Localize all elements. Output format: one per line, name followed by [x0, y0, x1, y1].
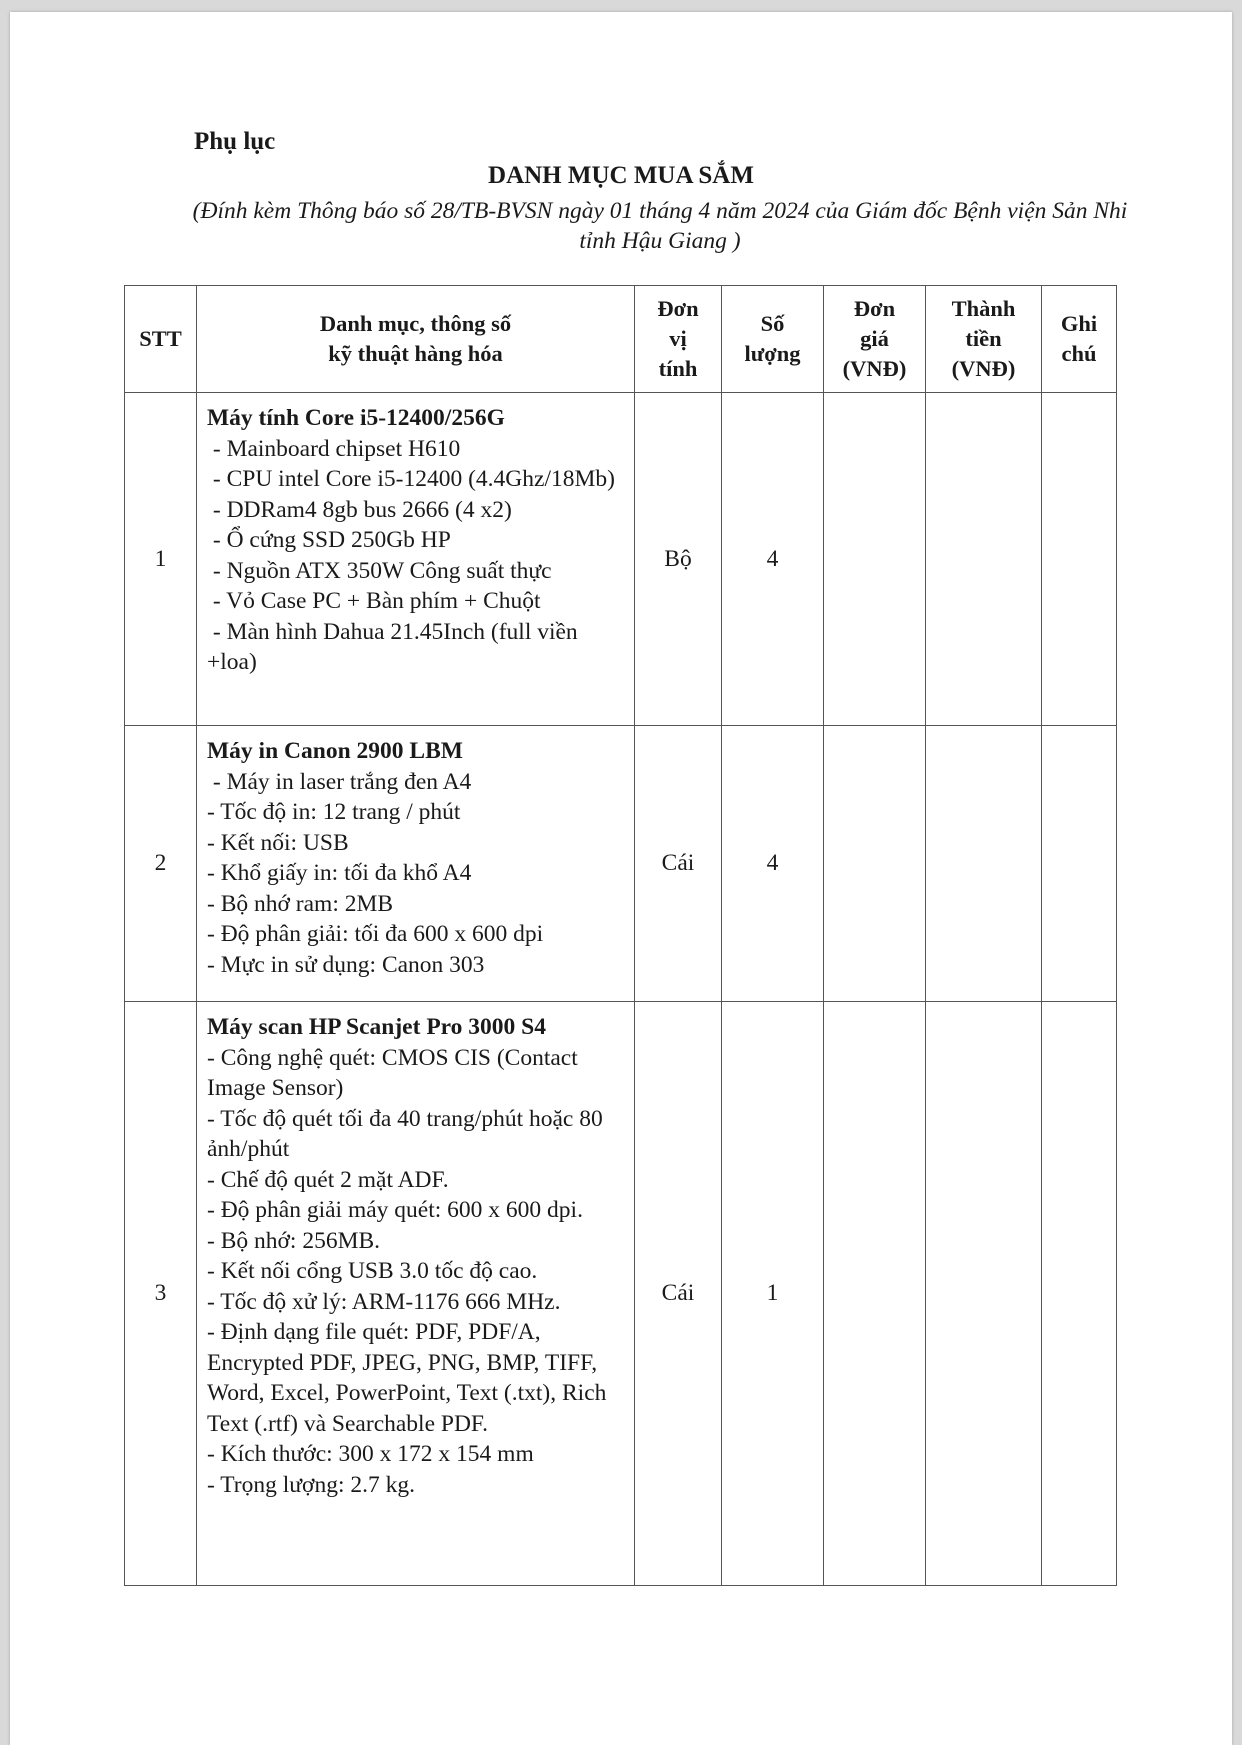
header-total: Thành tiền (VNĐ) — [926, 286, 1042, 393]
spec-line: - Độ phân giải: tối đa 600 x 600 dpi — [207, 921, 544, 947]
spec-line: - Mực in sử dụng: Canon 303 — [207, 951, 485, 978]
document-page — [10, 12, 1232, 1745]
spec-line: - Màn hình Dahua 21.45Inch (full viền +loa) — [207, 618, 584, 675]
row-quantity: 1 — [722, 1002, 824, 1586]
spec-line: - Kết nối cổng USB 3.0 tốc độ cao. — [207, 1258, 538, 1284]
row-note — [1042, 1002, 1117, 1586]
product-name: Máy tính Core i5-12400/256G — [207, 405, 505, 431]
row-specification — [197, 1002, 635, 1586]
spec-line: - Kết nối: USB — [207, 829, 349, 856]
spec-line: - Máy in laser trắng đen A4 — [207, 768, 472, 795]
spec-line: - Trọng lượng: 2.7 kg. — [207, 1471, 415, 1498]
spec-line: - Định dạng file quét: PDF, PDF/A, Encrypted PDF, JPEG, PNG, BMP, TIFF, Word, Excel, PowerPoint, Text (.txt), Rich Text (.rtf) và Searchable PDF. — [207, 1319, 612, 1437]
spec-line: - Kích thước: 300 x 172 x 154 mm — [207, 1441, 534, 1467]
row-unit-price — [824, 1002, 926, 1586]
header-category: Danh mục, thông số kỹ thuật hàng hóa — [197, 286, 635, 393]
header-unit-price: Đơn giá (VNĐ) — [824, 286, 926, 393]
row-quantity: 4 — [722, 726, 824, 1002]
spec-line: - Khổ giấy in: tối đa khổ A4 — [207, 860, 472, 886]
row-unit-price — [824, 393, 926, 726]
row-stt: 2 — [125, 726, 197, 1002]
spec-line: - Vỏ Case PC + Bàn phím + Chuột — [207, 588, 541, 614]
row-unit: Bộ — [635, 393, 722, 726]
header-unit: Đơn vị tính — [635, 286, 722, 393]
table-header-row — [125, 286, 1117, 393]
spec-line: - CPU intel Core i5-12400 (4.4Ghz/18Mb) — [207, 466, 615, 492]
row-unit: Cái — [635, 726, 722, 1002]
row-specification — [197, 726, 635, 1002]
row-total — [926, 393, 1042, 726]
table-row — [125, 1002, 1117, 1586]
row-total — [926, 1002, 1042, 1586]
spec-line: - Công nghệ quét: CMOS CIS (Contact Image Sensor) — [207, 1044, 584, 1101]
row-unit-price — [824, 726, 926, 1002]
procurement-table — [124, 285, 1117, 1586]
product-name: Máy in Canon 2900 LBM — [207, 738, 463, 764]
spec-line: - Tốc độ xử lý: ARM-1176 666 MHz. — [207, 1288, 561, 1315]
spec-line: - Ổ cứng SSD 250Gb HP — [207, 527, 451, 553]
header-quantity: Số lượng — [722, 286, 824, 393]
spec-line: - Độ phân giải máy quét: 600 x 600 dpi. — [207, 1197, 583, 1223]
spec-line: - Bộ nhớ ram: 2MB — [207, 890, 394, 917]
spec-line: - Mainboard chipset H610 — [207, 435, 461, 462]
table-row — [125, 393, 1117, 726]
spec-line: - DDRam4 8gb bus 2666 (4 x2) — [207, 496, 512, 523]
table-row — [125, 726, 1117, 1002]
spec-line: - Nguồn ATX 350W Công suất thực — [207, 557, 552, 584]
document-title: DANH MỤC MUA SẮM — [488, 162, 754, 189]
product-name: Máy scan HP Scanjet Pro 3000 S4 — [207, 1014, 546, 1040]
row-specification — [197, 393, 635, 726]
spec-line: - Bộ nhớ: 256MB. — [207, 1227, 381, 1254]
row-note — [1042, 726, 1117, 1002]
row-quantity: 4 — [722, 393, 824, 726]
row-note — [1042, 393, 1117, 726]
row-stt: 1 — [125, 393, 197, 726]
row-unit: Cái — [635, 1002, 722, 1586]
spec-line: - Tốc độ quét tối đa 40 trang/phút hoặc 80 ảnh/phút — [207, 1105, 609, 1162]
appendix-heading: Phụ lục — [194, 128, 276, 155]
header-note: Ghi chú — [1042, 286, 1117, 393]
document-subtitle: (Đính kèm Thông báo số 28/TB-BVSN ngày 01 tháng 4 năm 2024 của Giám đốc Bệnh viện Sản Nhi tỉnh Hậu Giang ) — [192, 198, 1128, 254]
row-total — [926, 726, 1042, 1002]
spec-line: - Chế độ quét 2 mặt ADF. — [207, 1166, 449, 1193]
spec-line: - Tốc độ in: 12 trang / phút — [207, 799, 461, 825]
header-stt: STT — [125, 286, 197, 393]
row-stt: 3 — [125, 1002, 197, 1586]
